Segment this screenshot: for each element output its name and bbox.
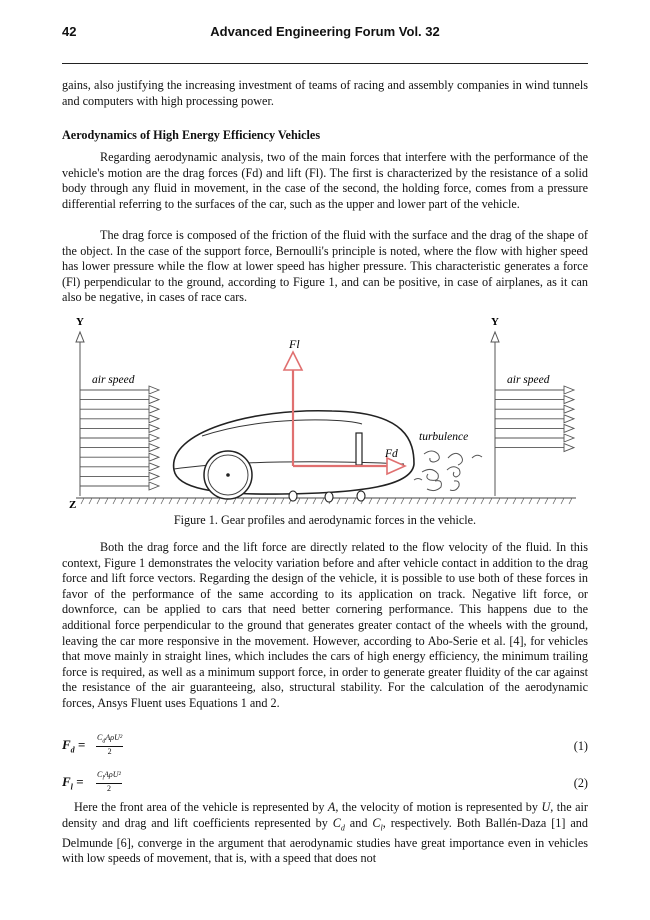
flow-arrow-left-head [149,482,159,490]
ground-hatch-mark [153,498,156,504]
ground-hatch-mark [537,498,540,504]
ground-hatch-mark [513,498,516,504]
flow-arrow-right-head [564,396,574,404]
figure-1 [62,312,588,512]
lift-force-label: Fl [289,337,300,351]
ground-hatch-mark [465,498,468,504]
turbulence-swirls [414,451,482,491]
rear-wheel-hub [226,473,230,477]
air-flow-arrows-left [80,386,159,490]
flow-arrow-right-head [564,444,574,452]
flow-arrow-right-head [564,415,574,423]
flow-arrow-left-head [149,434,159,442]
ground-hatch-mark [137,498,140,504]
ground-hatch-mark [145,498,148,504]
ground-hatch-mark [185,498,188,504]
intro-paragraph: gains, also justifying the increasing investment of teams of racing and assembly companies in wind tunnels and computers with high processing power. [62,78,588,108]
air-speed-left-label: air speed [92,374,135,386]
ground-hatch-mark [105,498,108,504]
ground-hatch-mark [193,498,196,504]
ground-hatch-mark [569,498,572,504]
ground-hatch-mark [297,498,300,504]
ground-hatch-mark [129,498,132,504]
ground-hatch-mark [521,498,524,504]
wheel-contact-1 [289,491,297,501]
ground-hatch-mark [345,498,348,504]
ground-hatch-mark [393,498,396,504]
wheel-contact-3 [357,491,365,501]
lift-force-arrowhead [284,352,302,370]
ground-hatch-mark [217,498,220,504]
equation-2 [62,770,588,796]
paragraph-3: Both the drag force and the lift force are directly related to the flow velocity of the fluid. In this context, Figure 1 demonstrates the velocity variation before and after vehicle contact in addition to the drag force and lift force vectors. Regarding the design of the vehicle, it is possible to use both of these forces in favor of the performance of the same according to its application on track. Negative lift force, or downforce, can be applied to cars that need better cornering performance. This happens due to the additional force perpendicular to the ground that generates greater contact of the wheels with the ground, leaving the car more responsive in the movement. However, according to Abo-Serie et al. [4], for vehicles that move mainly in straight lines, which includes the cars of high energy efficiency, the minimum trailing force is required, as well as a minimum support force, in order to generate greater fluidity of the car against the resistance of the air guaranteeing, also, structural stability. For the calculation of the aerodynamic forces, Ansys Fluent uses Equations 1 and 2. [62,540,588,710]
ground-hatch-mark [497,498,500,504]
ground-hatch-mark [321,498,324,504]
ground-hatch-mark [529,498,532,504]
ground-hatch-mark [249,498,252,504]
flow-arrow-left-head [149,405,159,413]
equation-2-fraction: $C_lA\rho U^2$ 2 [97,770,121,793]
flow-arrow-left-head [149,453,159,461]
ground-hatch-mark [265,498,268,504]
header-rule [62,63,588,64]
flow-arrow-right-head [564,434,574,442]
flow-arrow-right-head [564,386,574,394]
aero-diagram [62,312,588,512]
ground-hatch-mark [257,498,260,504]
ground-hatch-mark [81,498,84,504]
ground-hatch-mark [97,498,100,504]
flow-arrow-left-head [149,415,159,423]
ground-hatch-mark [209,498,212,504]
page-number: 42 [62,24,77,39]
ground-hatch-mark [177,498,180,504]
ground-hatch-mark [121,498,124,504]
ground-hatch-mark [161,498,164,504]
flow-arrow-right-head [564,424,574,432]
ground-hatch-mark [169,498,172,504]
flow-arrow-left-head [149,444,159,452]
flow-arrow-left-head [149,463,159,471]
ground-hatch-mark [545,498,548,504]
flow-arrow-right-head [564,405,574,413]
ground-hatch-mark [89,498,92,504]
ground-hatch-mark [385,498,388,504]
ground-hatch-mark [305,498,308,504]
ground-hatch-mark [201,498,204,504]
y-axis-right-label: Y [491,316,499,328]
ground-hatch-mark [489,498,492,504]
ground-hatch-mark [473,498,476,504]
vehicle-pillar [356,433,362,465]
ground-hatch-mark [441,498,444,504]
ground-hatch-mark [241,498,244,504]
section-heading: Aerodynamics of High Energy Efficiency Vehicles [62,128,321,142]
ground-hatch-mark [313,498,316,504]
ground-hatch-mark [505,498,508,504]
ground-hatch-mark [113,498,116,504]
figure-caption: Figure 1. Gear profiles and aerodynamic forces in the vehicle. [173,513,477,527]
flow-arrow-left-head [149,472,159,480]
flow-arrow-left-head [149,396,159,404]
flow-arrow-left-head [149,424,159,432]
ground-hatch-mark [353,498,356,504]
paragraph-2: The drag force is composed of the friction of the fluid with the surface and the drag of the shape of the object. In the case of the support force, Bernoulli's principle is noted, where the flow with higher speed has lower pressure while the flow at lower speed has higher pressure. This characteristic generates a force (Fl) perpendicular to the ground, according to Figure 1, and can be positive, in case of airplanes, as it can also be negative, in cases of race cars. [62,228,588,305]
ground-hatch-mark [281,498,284,504]
z-axis-label: Z [69,499,77,511]
equation-1 [62,733,588,759]
ground-hatch-mark [377,498,380,504]
ground-hatch-mark [369,498,372,504]
air-flow-arrows-right [495,386,574,452]
ground-hatch-mark [337,498,340,504]
y-axis-left-arrow [76,332,84,342]
ground-hatch-mark [457,498,460,504]
ground-hatch-mark [417,498,420,504]
ground-hatch-mark [273,498,276,504]
y-axis-right-arrow [491,332,499,342]
turbulence-label: turbulence [419,431,469,443]
paragraph-1: Regarding aerodynamic analysis, two of the main forces that interfere with the performance of the vehicle's motion are the drag forces (Fd) and lift (Fl). The first is characterized by the resistance of a solid body through any fluid in movement, in the case of the second, the holding force, comes from a pressure differential referring to the surfaces of the car, such as the upper and lower part of the vehicle. [62,150,588,211]
ground-hatch-mark [481,498,484,504]
equation-1-number: (1) [573,739,588,753]
ground-hatch-mark [553,498,556,504]
ground-hatch-mark [433,498,436,504]
ground-hatch-mark [401,498,404,504]
paragraph-4: Here the front area of the vehicle is represented by A, the velocity of motion is represented by U, the air density and drag and lift coefficients represented by $C_d$ and $C_l$, respectively. Both Ballén-Daza [1] and Delmunde [6], converge in the argument that aerodynamic studies have great importance even in vehicles with low speeds of movement, that is, with a speed that does not [62,800,588,866]
equation-2-number: (2) [573,776,588,790]
ground-hatch-mark [561,498,564,504]
flow-arrow-left-head [149,386,159,394]
equation-1-fraction: $C_dA\rho U^2$ 2 [97,733,123,756]
journal-title: Advanced Engineering Forum Vol. 32 [210,24,440,39]
ground-hatch-mark [425,498,428,504]
air-speed-right-label: air speed [507,374,550,386]
page-header [62,24,588,42]
equation-2-lhs: $F_l$ = [62,774,84,792]
y-axis-left-label: Y [76,316,84,328]
wheel-contact-2 [325,492,333,502]
drag-force-label: Fd [385,448,398,460]
ground-hatch-mark [409,498,412,504]
equation-1-lhs: $F_d$ = [62,737,86,755]
ground-hatch-mark [449,498,452,504]
